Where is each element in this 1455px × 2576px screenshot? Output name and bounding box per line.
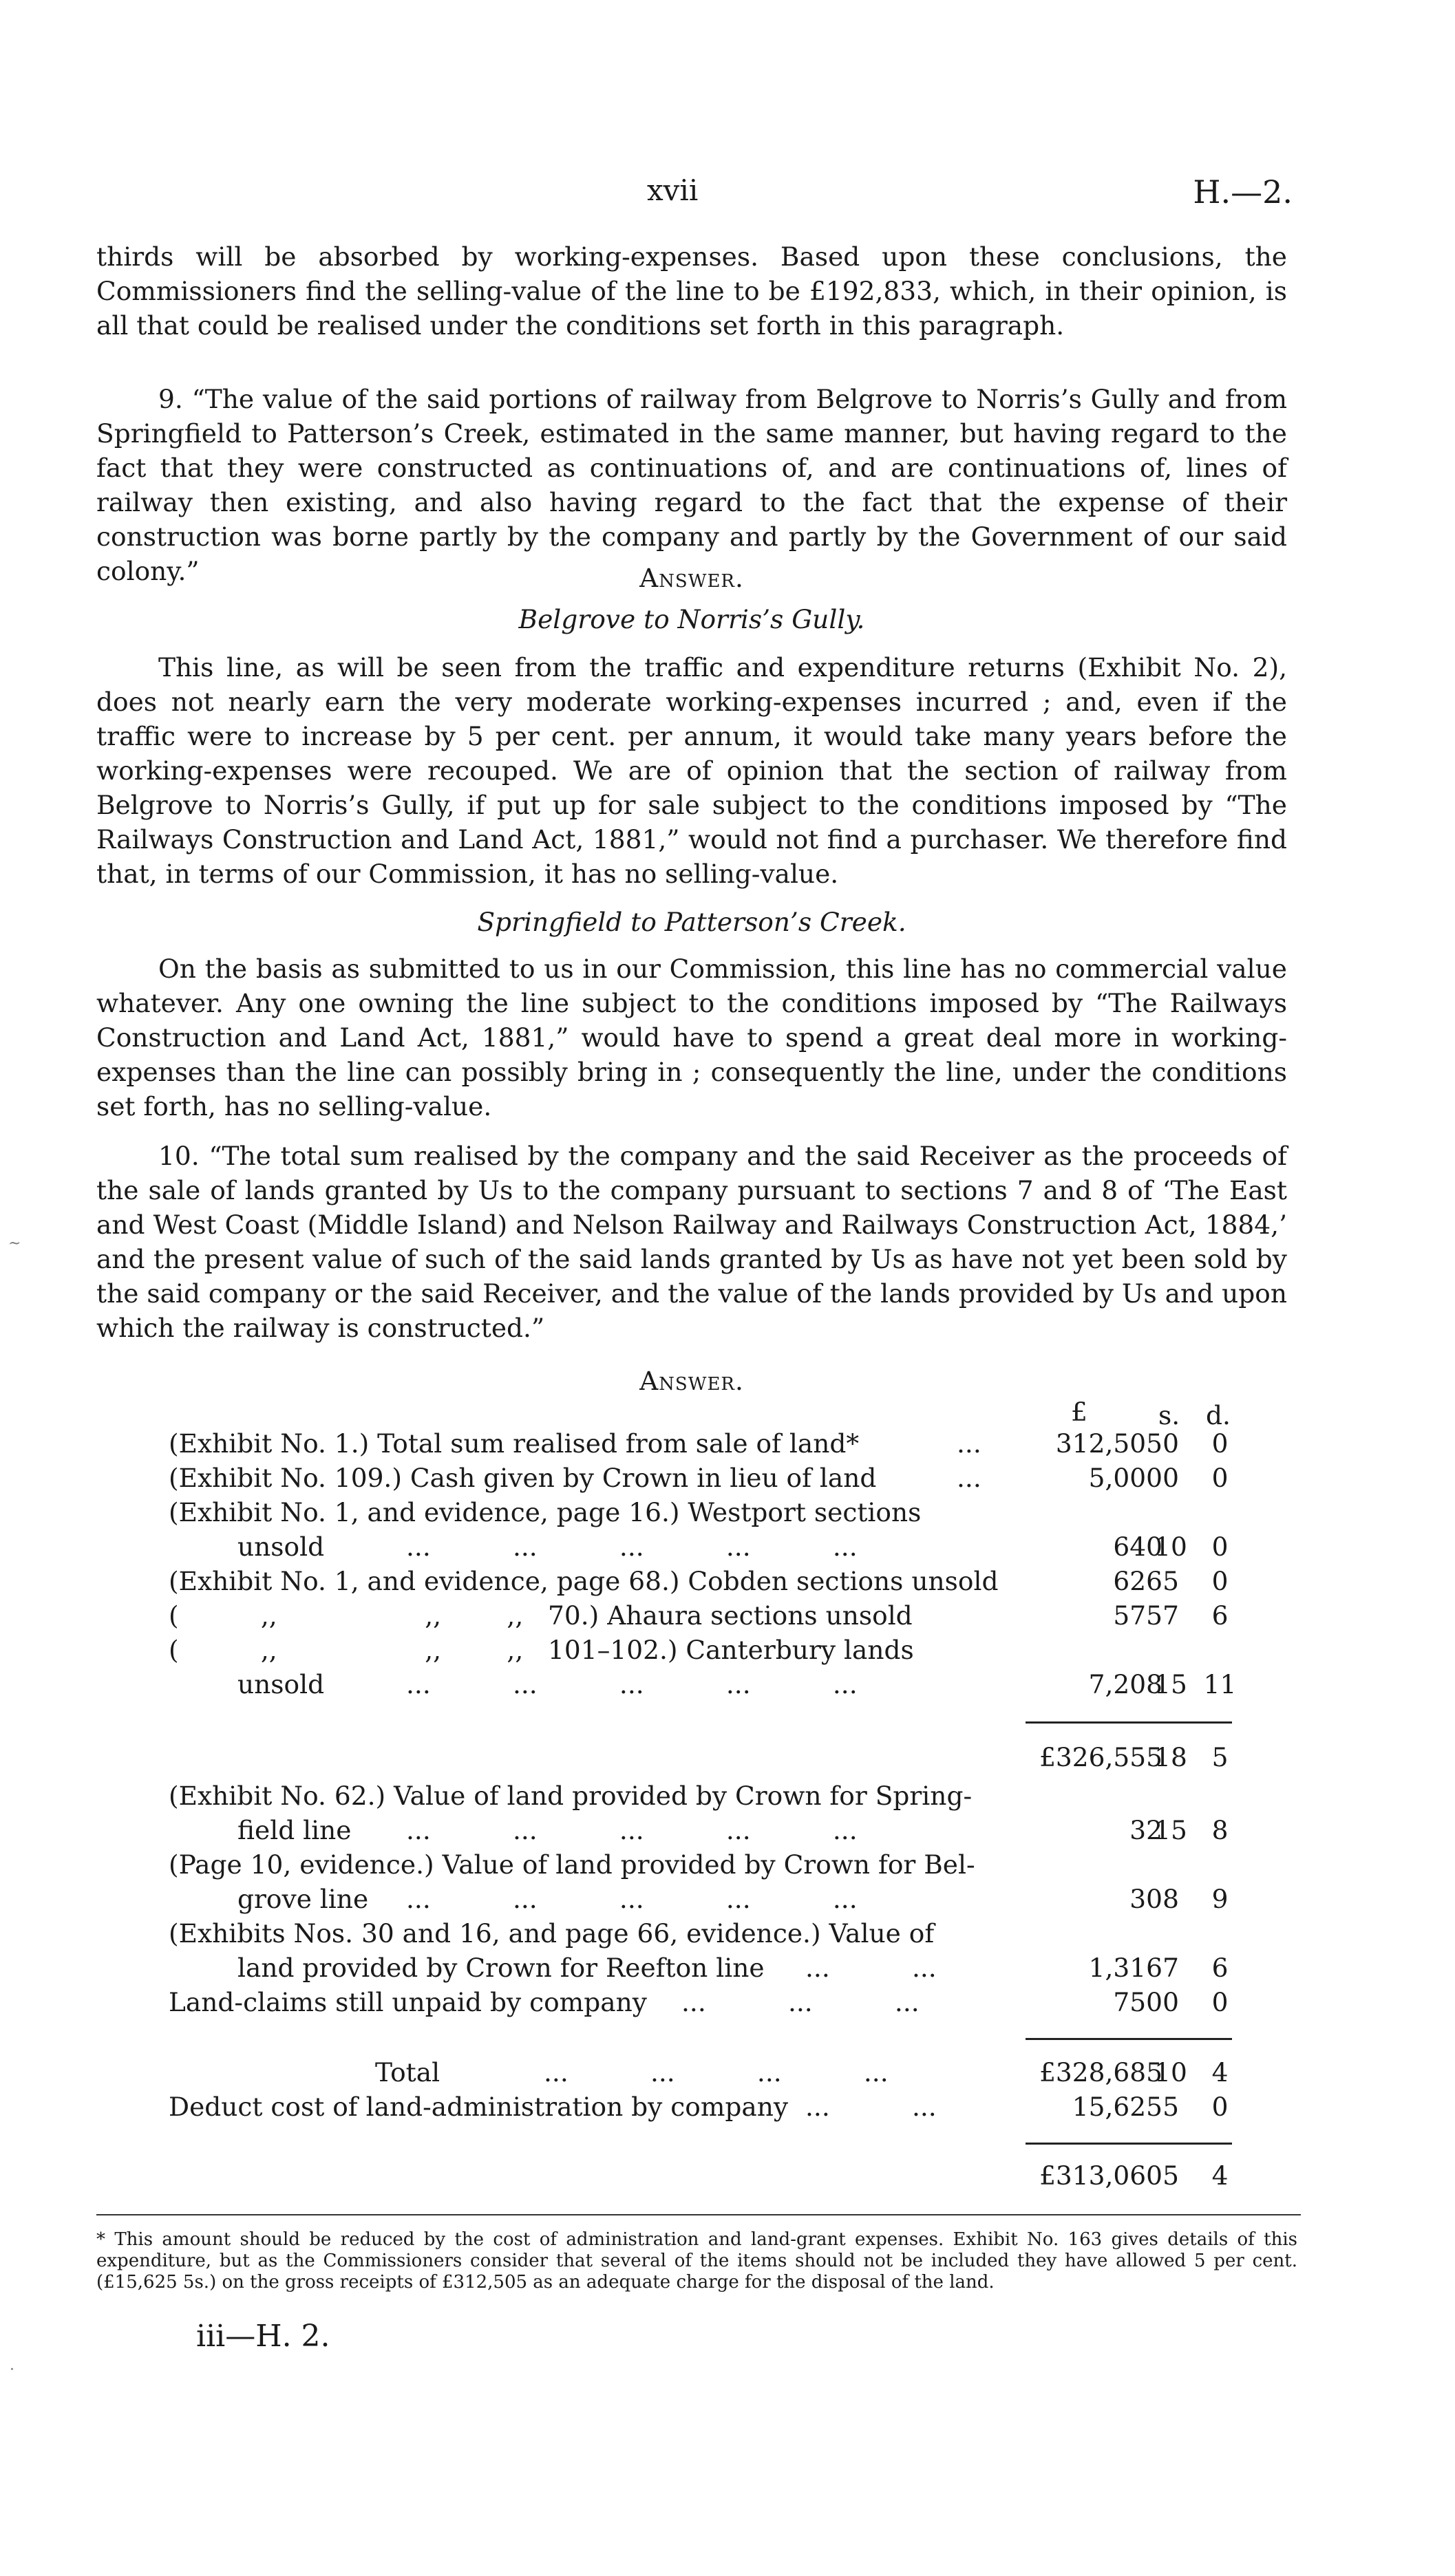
springfield-heading: Springfield to Patterson’s Creek. [477,907,906,937]
ledger-pence: 0 [1211,1566,1229,1596]
intro-paragraph: thirds will be absorbed by working-expenses. Based upon these conclusions, the Commissioners find the selling-value of the line to be £192,833, which, in their opinion, is all that could be realised under the conditions set forth in this paragraph. [96,242,1287,341]
question-9-paragraph: 9. “The value of the said portions of railway from Belgrove to Norris’s Gully and from Springfield to Patterson’s Creek, estimated in the same manner, but having regard to the fact that they were constructed as continuations of, and are continuations of, lines of railway then existing, and also having regard to the fact that the expense of their construction was borne partly by the company and partly by the Government of our said colony.” [96,384,1287,586]
ledger-pounds: 5,000 [1088,1463,1162,1493]
ledger-row [0,1987,1455,2021]
ledger-shillings: 10 [1154,1532,1187,1562]
ledger-description: (Exhibit No. 1, and evidence, page 16.) Westport sections [169,1497,922,1527]
ledger-row [0,1497,1455,1532]
belgrove-paragraph: This line, as will be seen from the traffic and expenditure returns (Exhibit No. 2), does not nearly earn the very moderate working-expenses incurred ; and, even if the traffic were to increase by 5 per cent. per annum, it would take many years before the working-expenses were recouped. We are of opinion that the section of railway from Belgrove to Norris’s Gully, if put up for sale subject to the conditions imposed by “The Railways Construction and Land Act, 1881,” would not find a purchaser. We therefore find that, in terms of our Commission, it has no selling-value. [96,652,1287,889]
ledger-row [0,1815,1455,1849]
ledger-description: Total [375,2057,440,2087]
footnote-rule [96,2214,1301,2215]
page-number: xvii [647,173,699,207]
ledger-pounds: 640 [1113,1532,1162,1562]
total-rule [1026,2038,1232,2040]
ledger-row [0,1953,1455,1987]
ledger-row [0,1532,1455,1566]
ledger-description: ( ,, ,, ,, 70.) Ahaura sections unsold [169,1600,913,1631]
margin-mark: ~ [8,1235,21,1252]
ledger-shillings: 5 [1162,1566,1179,1596]
ledger-pounds: 750 [1113,1987,1162,2017]
ledger-shillings: 7 [1162,1600,1179,1631]
report-reference: H.—2. [1193,173,1293,211]
ledger-pounds: 575 [1113,1600,1162,1631]
column-head-pounds: £ [1071,1397,1087,1427]
ledger-shillings: 5 [1162,2092,1179,2122]
sheet-signature: iii—H. 2. [196,2319,330,2354]
question-10-paragraph: 10. “The total sum realised by the company and the said Receiver as the proceeds of the sale of lands granted by Us to the company pursuant to sections 7 and 8 of ‘The East and West Coast (Middle Island) and Nelson Railway and Railways Construction Act, 1884,’ and the present value of such of the said lands granted by Us as have not yet been sold by the said company or the said Receiver, and the value of the lands provided by Us and upon which the railway is constructed.” [96,1141,1287,1343]
ledger-row [0,1884,1455,1918]
ledger-row [0,1600,1455,1635]
ledger-pence: 6 [1211,1953,1229,1983]
ledger-pence: 0 [1211,1987,1229,2017]
ledger-shillings: 0 [1162,1463,1179,1493]
margin-mark: · [10,2361,14,2379]
ledger-description: (Exhibits Nos. 30 and 16, and page 66, evidence.) Value of [169,1918,935,1949]
ledger-shillings: 0 [1162,1428,1179,1459]
ledger-shillings: 0 [1162,1987,1179,2017]
ledger-shillings: 18 [1154,1742,1187,1772]
ledger-description: Land-claims still unpaid by company [169,1987,647,2017]
ledger-pence: 6 [1211,1600,1229,1631]
ledger-shillings: 15 [1154,1669,1187,1699]
ledger-leader: ... ... ... ... ... [406,1815,858,1845]
ledger-subtotal-row [0,1742,1455,1777]
ledger-pence: 9 [1211,1884,1229,1914]
ledger-total-row [0,2057,1455,2092]
ledger-description: land provided by Crown for Reefton line [237,1953,765,1983]
ledger-description: grove line [237,1884,369,1914]
column-head-pence: d. [1206,1400,1231,1430]
ledger-description: unsold [237,1532,325,1562]
answer-heading-2: Answer. [639,1366,744,1396]
ledger-row [0,2092,1455,2126]
ledger-description: (Page 10, evidence.) Value of land provided by Crown for Bel- [169,1849,975,1880]
ledger-description: (Exhibit No. 109.) Cash given by Crown in lieu of land [169,1463,877,1493]
ledger-pence: 11 [1203,1669,1237,1699]
ledger-pence: 4 [1211,2057,1229,2087]
springfield-paragraph: On the basis as submitted to us in our Commission, this line has no commercial value whatever. Any one owning the line subject to the conditions imposed by “The Railways Construction and Land Act, 1881,” would have to spend a great deal more in working-expenses than the line can possibly bring in ; consequently the line, under the conditions set forth, has no selling-value. [96,954,1287,1121]
ledger-pence: 0 [1211,2092,1229,2122]
ledger-leader: ... [957,1428,981,1459]
ledger-net-total-row [0,2160,1455,2195]
ledger-pence: 8 [1211,1815,1229,1845]
ledger-row [0,1849,1455,1884]
ledger-description: (Exhibit No. 62.) Value of land provided by Crown for Spring- [169,1781,973,1811]
ledger-row [0,1635,1455,1669]
ledger-leader: ... ... ... ... ... [406,1669,858,1699]
column-head-shillings: s. [1158,1400,1180,1430]
ledger-shillings: 10 [1154,2057,1187,2087]
ledger-pounds: 32 [1129,1815,1162,1845]
ledger-description: ( ,, ,, ,, 101–102.) Canterbury lands [169,1635,914,1665]
ledger-pounds: 15,625 [1072,2092,1162,2122]
ledger-leader: ... ... [805,2092,937,2122]
ledger-pounds: £326,555 [1039,1742,1162,1772]
ledger-leader: ... [957,1463,981,1493]
ledger-description: Deduct cost of land-administration by company [169,2092,789,2122]
ledger-pence: 0 [1211,1532,1229,1562]
ledger-description: unsold [237,1669,325,1699]
ledger-row [0,1918,1455,1953]
ledger-pounds: 1,316 [1088,1953,1162,1983]
ledger-shillings: 15 [1154,1815,1187,1845]
ledger-pounds: 7,208 [1088,1669,1162,1699]
ledger-row [0,1566,1455,1600]
ledger-shillings: 8 [1162,1884,1179,1914]
ledger-pounds: £313,060 [1039,2160,1162,2191]
ledger-description: (Exhibit No. 1, and evidence, page 68.) Cobden sections unsold [169,1566,999,1596]
ledger-leader: ... ... ... ... ... [406,1884,858,1914]
ledger-description: field line [237,1815,352,1845]
ledger-pounds: £328,685 [1039,2057,1162,2087]
ledger-pence: 0 [1211,1463,1229,1493]
ledger-pence: 5 [1211,1742,1229,1772]
ledger-pence: 4 [1211,2160,1229,2191]
ledger-pounds: 312,505 [1055,1428,1162,1459]
ledger-row [0,1463,1455,1497]
ledger-row [0,1781,1455,1815]
subtotal-rule [1026,1721,1232,1724]
ledger-pounds: 626 [1113,1566,1162,1596]
ledger-row [0,1428,1455,1463]
net-total-rule [1026,2143,1232,2145]
ledger-description: (Exhibit No. 1.) Total sum realised from sale of land* [169,1428,860,1459]
ledger-pence: 0 [1211,1428,1229,1459]
ledger-shillings: 5 [1162,2160,1179,2191]
ledger-pounds: 30 [1129,1884,1162,1914]
ledger-row [0,1669,1455,1704]
ledger-leader: ... ... ... ... [544,2057,889,2087]
belgrove-heading: Belgrove to Norris’s Gully. [518,604,865,634]
ledger-leader: ... ... ... ... ... [406,1532,858,1562]
footnote: * This amount should be reduced by the cost of administration and land-grant expenses. Exhibit No. 163 gives details of this expenditure, but as the Commissioners consider that several of the items should not be included they have allowed 5 per cent. (£15,625 5s.) on the gross receipts of £312,505 as an adequate charge for the disposal of the land. [96,2229,1297,2293]
ledger-shillings: 7 [1162,1953,1179,1983]
ledger-leader: ... ... ... [681,1987,920,2017]
answer-heading-1: Answer. [639,563,744,593]
ledger-leader: ... ... [805,1953,937,1983]
